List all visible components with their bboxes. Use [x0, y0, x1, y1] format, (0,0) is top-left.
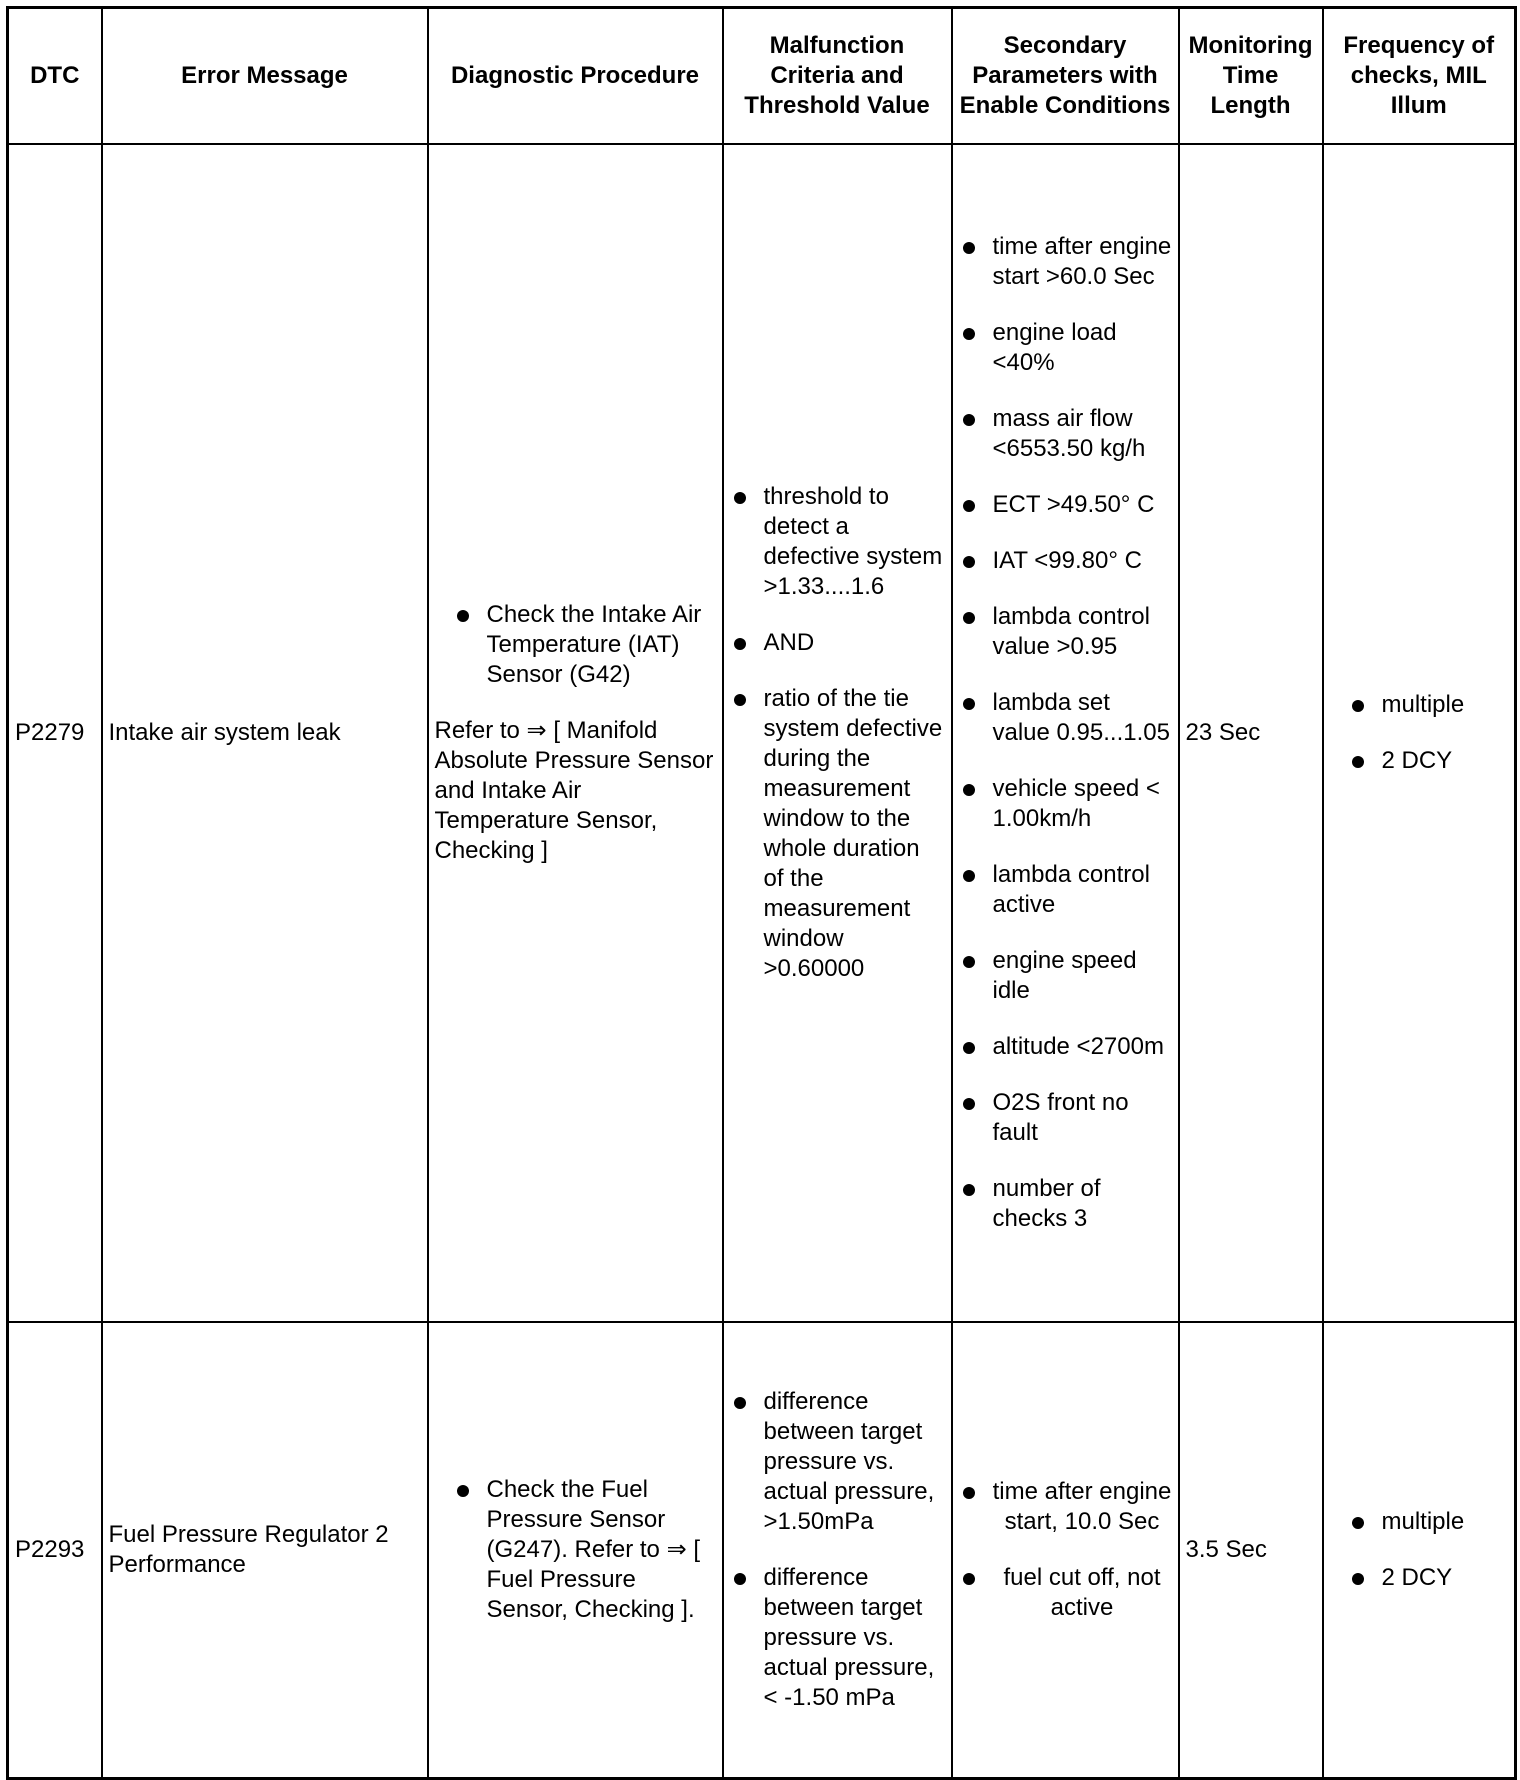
- frequency-checks: [1323, 144, 1516, 1322]
- monitoring-time: 3.5 Sec: [1179, 1322, 1323, 1779]
- frequency-item: 2 DCY: [1348, 746, 1509, 776]
- header-secondary-parameters: Secondary Parameters with Enable Conditions: [952, 8, 1179, 145]
- secondary-item: mass air flow <6553.50 kg/h: [959, 404, 1172, 464]
- diagnostic-procedure: [428, 1322, 723, 1779]
- secondary-item: fuel cut off, not active: [959, 1563, 1172, 1623]
- header-error-message: Error Message: [102, 8, 428, 145]
- secondary-parameters: [952, 1322, 1179, 1779]
- procedure-item: Check the Intake Air Temperature (IAT) Sensor (G42): [453, 600, 716, 690]
- error-message: Intake air system leak: [102, 144, 428, 1322]
- frequency-item: 2 DCY: [1348, 1563, 1509, 1593]
- frequency-item: multiple: [1348, 690, 1509, 720]
- criteria-item: difference between target pressure vs. actual pressure, >1.50mPa: [730, 1387, 945, 1537]
- diagnostic-procedure: [428, 144, 723, 1322]
- criteria-item: threshold to detect a defective system >1.33....1.6: [730, 482, 945, 602]
- secondary-list: [959, 232, 1172, 1234]
- dtc-code: P2279: [8, 144, 102, 1322]
- header-dtc: DTC: [8, 8, 102, 145]
- procedure-list: [453, 600, 716, 690]
- header-diagnostic-procedure: Diagnostic Procedure: [428, 8, 723, 145]
- header-frequency: Frequency of checks, MIL Illum: [1323, 8, 1516, 145]
- secondary-item: lambda set value 0.95...1.05: [959, 688, 1172, 748]
- secondary-item: engine load <40%: [959, 318, 1172, 378]
- frequency-list: [1348, 690, 1509, 776]
- secondary-list: [959, 1477, 1172, 1623]
- secondary-item: engine speed idle: [959, 946, 1172, 1006]
- malfunction-criteria: [723, 1322, 952, 1779]
- frequency-list: [1348, 1507, 1509, 1593]
- dtc-table-sheet: [6, 6, 1514, 1770]
- secondary-item: ECT >49.50° C: [959, 490, 1172, 520]
- criteria-item: ratio of the tie system defective during the measurement window to the whole duration of the measurement window >0.60000: [730, 684, 945, 984]
- criteria-item: AND: [730, 628, 945, 658]
- secondary-item: O2S front no fault: [959, 1088, 1172, 1148]
- secondary-item: altitude <2700m: [959, 1032, 1172, 1062]
- table-row: [8, 1322, 1516, 1779]
- frequency-checks: [1323, 1322, 1516, 1779]
- dtc-code: P2293: [8, 1322, 102, 1779]
- header-row: [8, 8, 1516, 145]
- secondary-parameters: [952, 144, 1179, 1322]
- criteria-list: [730, 1387, 945, 1713]
- procedure-reference: Refer to ⇒ [ Manifold Absolute Pressure Sensor and Intake Air Temperature Sensor, Checking ]: [434, 717, 714, 864]
- header-malfunction-criteria: Malfunction Criteria and Threshold Value: [723, 8, 952, 145]
- table-row: [8, 144, 1516, 1322]
- secondary-item: time after engine start >60.0 Sec: [959, 232, 1172, 292]
- secondary-item: number of checks 3: [959, 1174, 1172, 1234]
- secondary-item: lambda control active: [959, 860, 1172, 920]
- frequency-item: multiple: [1348, 1507, 1509, 1537]
- monitoring-time: 23 Sec: [1179, 144, 1323, 1322]
- secondary-item: vehicle speed < 1.00km/h: [959, 774, 1172, 834]
- criteria-item: difference between target pressure vs. actual pressure, < -1.50 mPa: [730, 1563, 945, 1713]
- dtc-table: [6, 6, 1517, 1780]
- malfunction-criteria: [723, 144, 952, 1322]
- procedure-list: [453, 1475, 716, 1625]
- criteria-list: [730, 482, 945, 984]
- secondary-item: lambda control value >0.95: [959, 602, 1172, 662]
- header-monitoring-time: Monitoring Time Length: [1179, 8, 1323, 145]
- error-message: Fuel Pressure Regulator 2 Performance: [102, 1322, 428, 1779]
- secondary-item: time after engine start, 10.0 Sec: [959, 1477, 1172, 1537]
- procedure-item: Check the Fuel Pressure Sensor (G247). Refer to ⇒ [ Fuel Pressure Sensor, Checking ].: [453, 1475, 716, 1625]
- secondary-item: IAT <99.80° C: [959, 546, 1172, 576]
